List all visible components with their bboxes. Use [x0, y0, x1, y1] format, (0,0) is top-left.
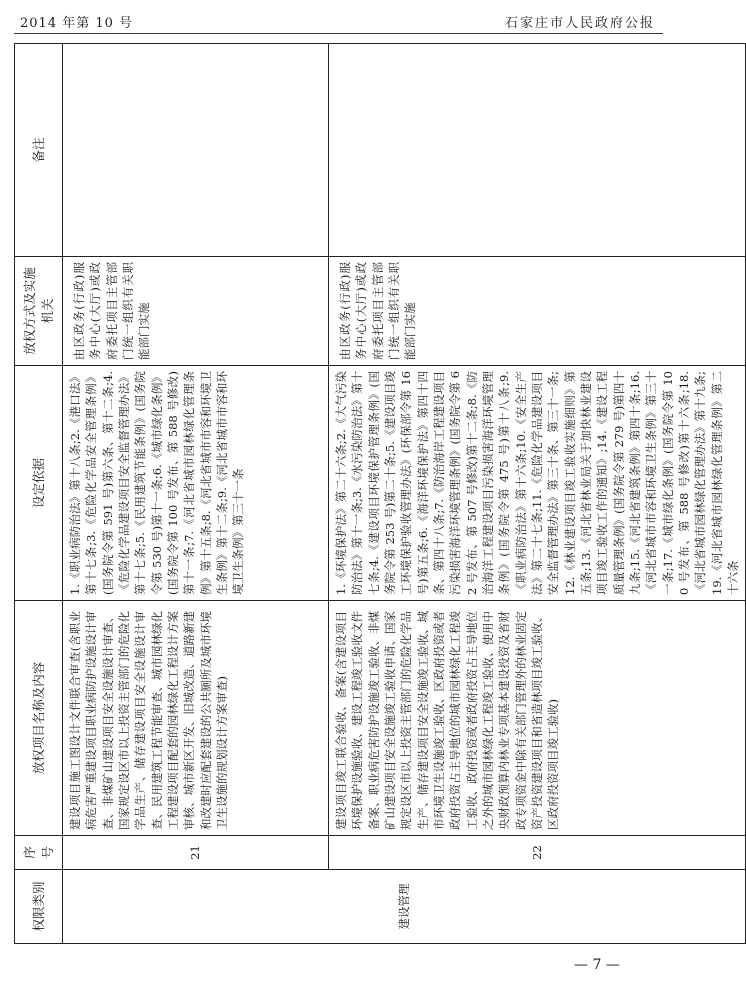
rotated-table-wrapper: [14, 44, 740, 944]
remarks-cell: [63, 44, 329, 257]
header-number: 序号: [15, 836, 63, 870]
method-cell: 由区政务(行政)服务中心(大厅)或政府委托项目主管部门统一组织有关职能部门实施: [329, 257, 746, 366]
header-category: 权限类别: [15, 870, 63, 944]
row-number: 21: [63, 836, 329, 870]
table-header-row: [15, 44, 63, 944]
item-name-cell: 建设项目竣工联合验收、备案(含建设项目环境保护设施验收、建设工程竣工验收文件备案、职业病危害防护设施竣工验收、非煤矿山建设项目安全设施竣工验收申请、国家规定设区市以上投资主管部门的危险化学品生产、储存建设项目安全设施竣工验收、城市环境卫生设施竣工验收、区政府投资或者政府投资占主导地位的城市园林绿化工程竣工验收、政府投资或者政府投资占主导地位之外的城市园林绿化工程竣工验收、使用中央财政预算内林业专项基本建设投资及省财政专项资金中除有关部门管理外的林业固定资产投资建设项目和省造林项目竣工验收、区政府投资项目竣工验收): [329, 601, 746, 836]
remarks-cell: [329, 44, 746, 257]
item-name-cell: 建设项目施工图设计文件联合审查(含职业病危害严重建设项目职业病防护设施设计审查、非煤矿山建设项目安全设施设计审查、国家规定设区市以上投资主管部门的危险化学品生产、储存建设项目安全设施设计审查、民用建筑工程节能审查、城市园林绿化工程建设项目配套的园林绿化工程设计方案审核、城市新区开发、旧城改造、道路新建和改建时应配套建设的公共厕所及城市环境卫生设施的规划设计方案审查): [63, 601, 329, 836]
issue-number: 2014 年第 10 号: [20, 16, 134, 31]
page-header: [0, 0, 677, 36]
power-devolution-table: [14, 43, 746, 944]
method-cell: 由区政务(行政)服务中心(大厅)或政府委托项目主管部门统一组织有关职能部门实施: [63, 257, 329, 366]
header-name: 放权项目名称及内容: [15, 601, 63, 836]
header-rule: [14, 33, 663, 34]
basis-cell: 1.《环境保护法》第二十六条;2.《大气污染防治法》第十一条;3.《水污染防治法》第十七条;4.《建设项目环境保护管理条例》(国务院令第 253 号)第二十条;5.《建设项目竣工环境保护验收管理办法》(环保部令第 16 号)第五条;6.《海洋环境保护法》第四十四条、第四十八条;7.《防治海岸工程建设项目污染损害海洋环境管理条例》(国务院令第 62 号发布、第 507 号修改)第十二条;8.《防治海洋工程建设项目污染损害海洋环境管理条例》(国务院令第 475 号)第十八条;9.《职业病防治法》第十六条;10.《安全生产法》第二十七条;11.《危险化学品建设项目安全监督管理办法》第三十条、第三十一条;12.《林业建设项目竣工验收实施细则》第五条;13.《河北省林业局关于加快林业建设项目竣工验收工作的通知》;14.《建设工程质量管理条例》(国务院令第 279 号)第四十九条;15.《河北省建筑条例》第四十条;16.《河北省城市市容和环境卫生条例》第三十一条;17.《城市绿化条例》(国务院令第 100 号发布、第 588 号修改)第十六条;18.《河北省城市园林绿化管理办法》第十九条;19.《河北省城市园林绿化管理条例》第二十六条: [329, 366, 746, 601]
category-cell: 建设管理: [63, 870, 746, 944]
header-method: 放权方式及实施机关: [15, 257, 63, 366]
page-number: — 7 —: [574, 957, 620, 973]
basis-cell: 1.《职业病防治法》第十八条;2.《港口法》第十七条;3.《危险化学品安全管理条例》(国务院令第 591 号)第六条、第十二条;4.《危险化学品建设项目安全监督管理办法》第十七条;5.《民用建筑节能条例》(国务院令第 530 号)第十一条;6.《城市绿化条例》(国务院令第 100 号发布、第 588 号修改)第十一条;7.《河北省城市园林绿化管理条例》第十五条;8.《河北省城市市容和环境卫生条例》第十二条;9.《河北省城市市容和环境卫生条例》第三十一条: [63, 366, 329, 601]
table-row: [329, 44, 746, 944]
publication-title: 石家庄市人民政府公报: [504, 16, 655, 31]
table-row: [63, 44, 329, 944]
header-remarks: 备注: [15, 44, 63, 257]
header-basis: 设定依据: [15, 366, 63, 601]
row-number: 22: [329, 836, 746, 870]
